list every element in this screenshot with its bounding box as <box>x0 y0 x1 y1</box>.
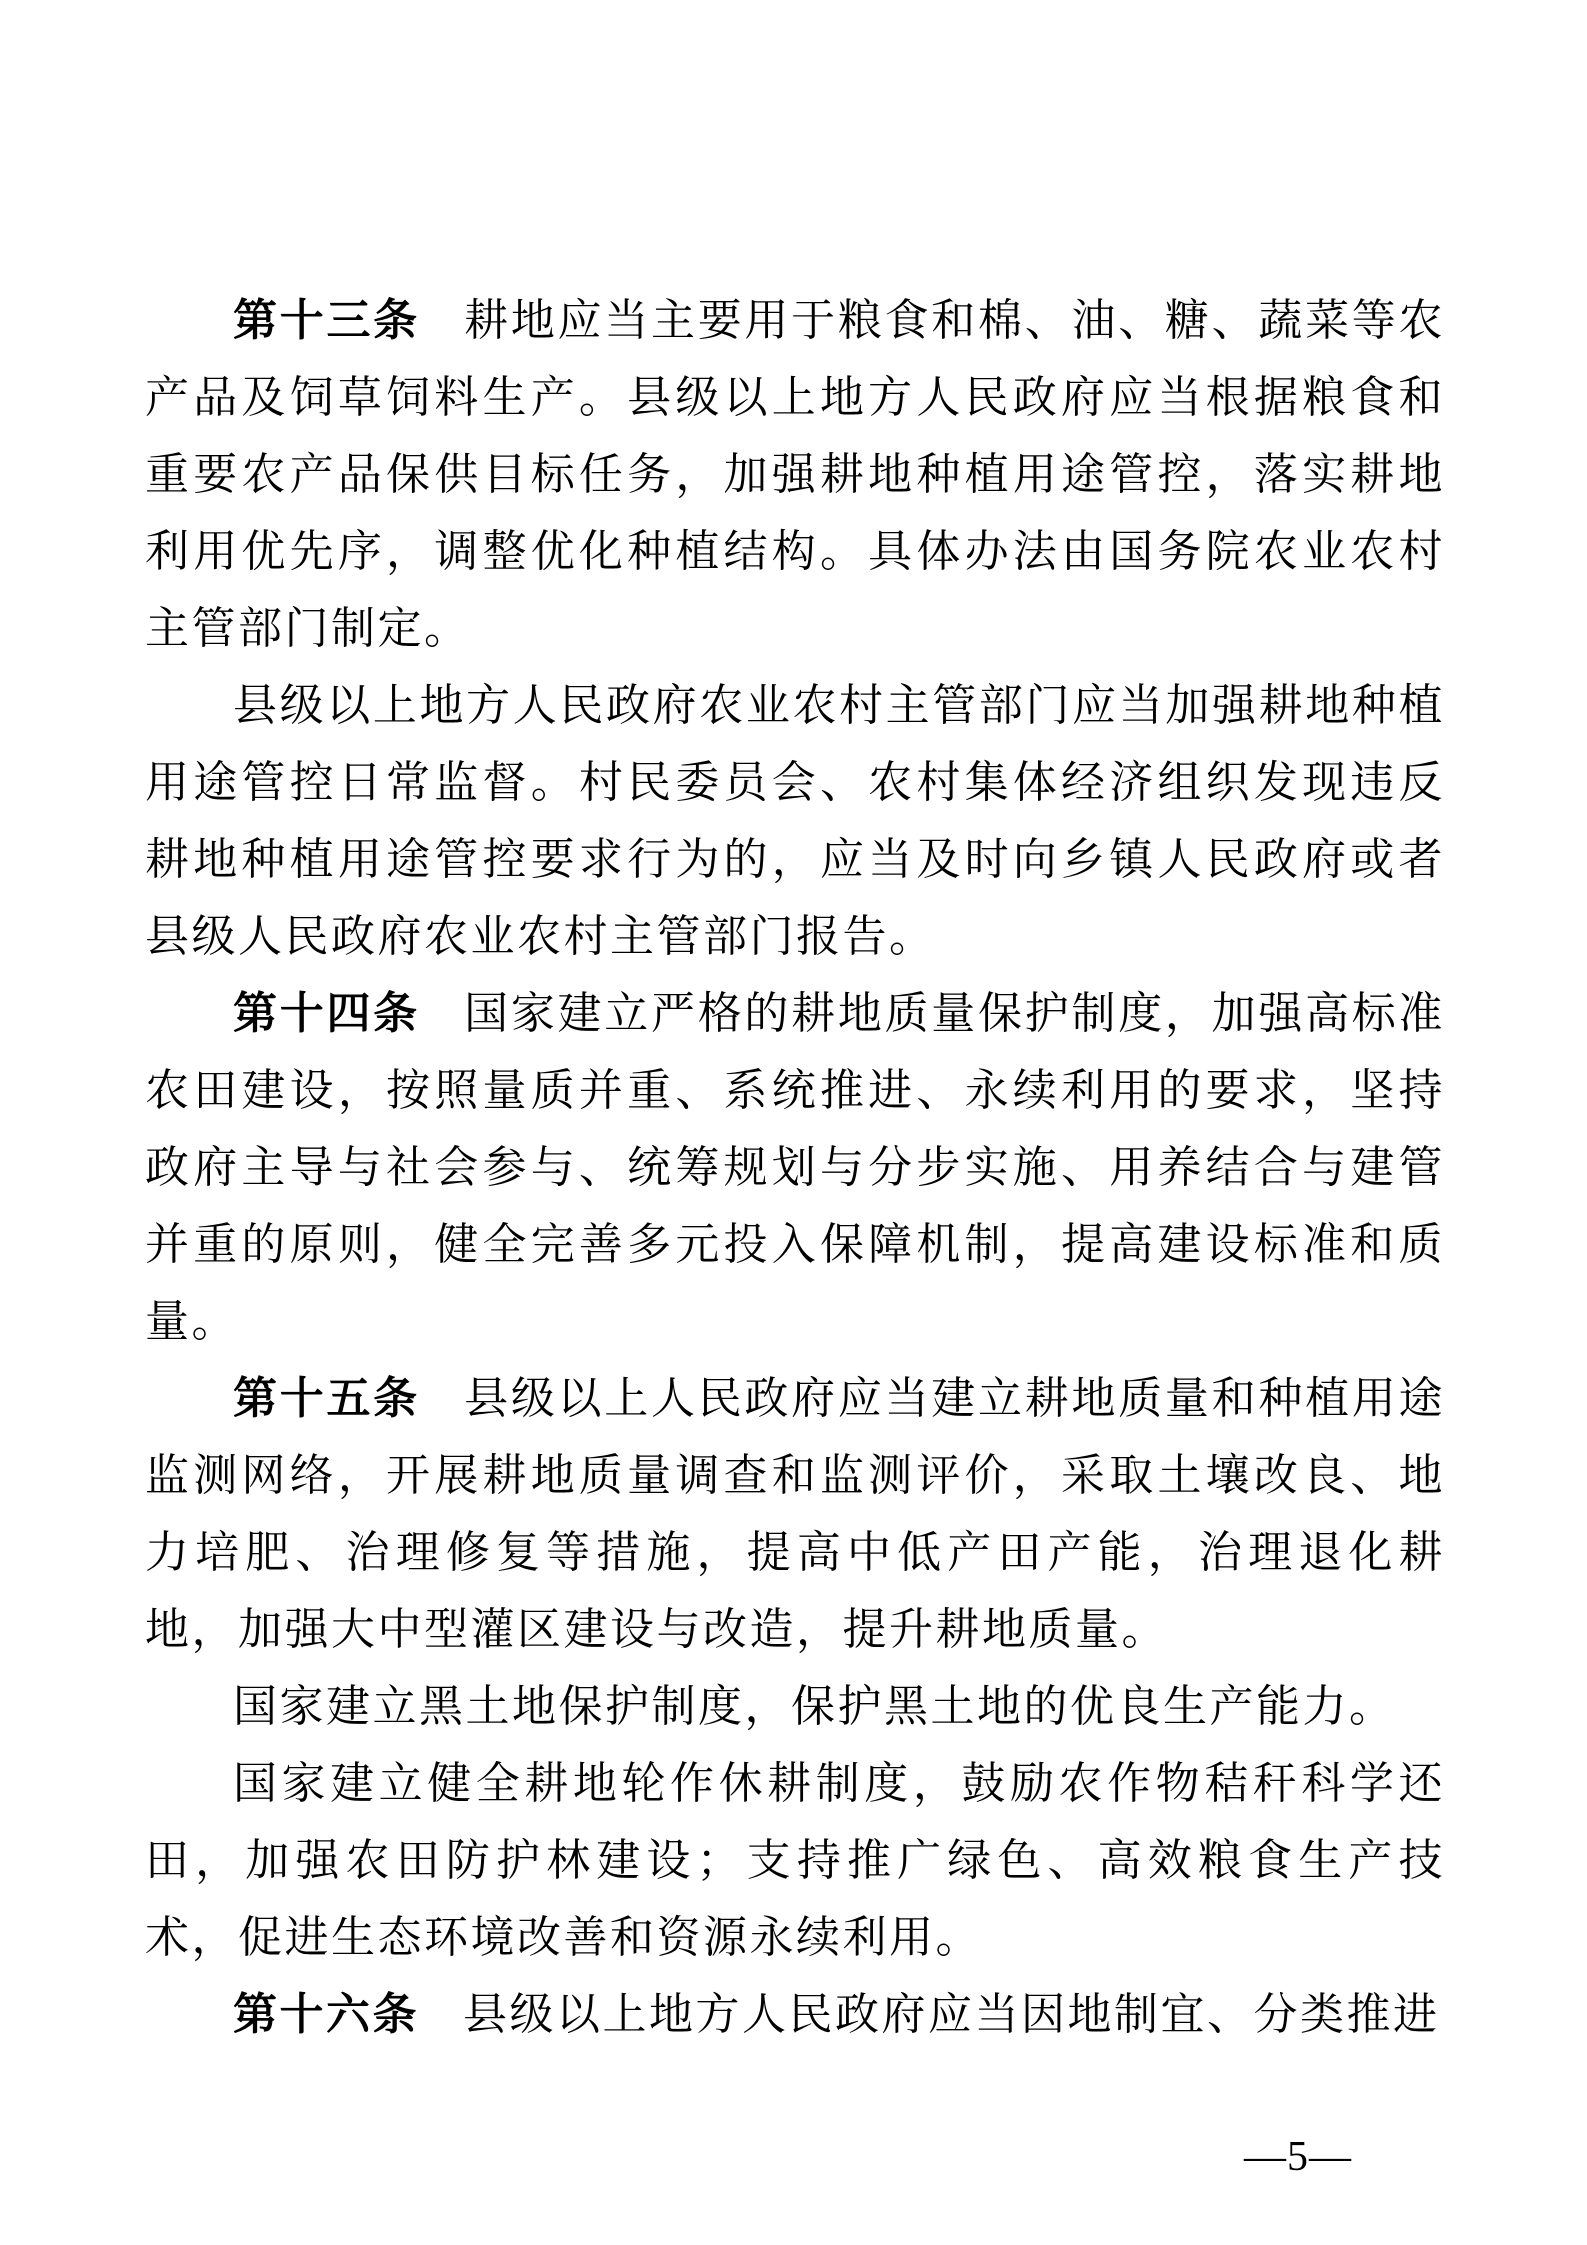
paragraph-text: 县级以上人民政府应当建立耕地质量和种植用途监测网络，开展耕地质量调查和监测评价，采取土壤改良、地力培肥、治理修复等措施，提高中低产田产能，治理退化耕地，加强大中型灌区建设与改造，提升耕地质量。 <box>145 1374 1446 1654</box>
paragraph-article-15-clause-3 <box>145 1745 1445 1976</box>
paragraph-text: 国家建立黑土地保护制度，保护黑土地的优良生产能力。 <box>233 1682 1396 1731</box>
article-16-number: 第十六条 <box>233 1990 419 2039</box>
paragraph-article-15-clause-2 <box>145 1668 1445 1745</box>
page-number: —5— <box>1244 2134 1352 2180</box>
article-14-number: 第十四条 <box>233 989 420 1038</box>
paragraph-article-13-clause-2 <box>145 667 1445 975</box>
paragraph-article-13 <box>145 282 1445 667</box>
article-13-number: 第十三条 <box>233 296 420 345</box>
paragraph-text: 耕地应当主要用于粮食和棉、油、糖、蔬菜等农产品及饲草饲料生产。县级以上地方人民政府应当根据粮食和重要农产品保供目标任务，加强耕地种植用途管控，落实耕地利用优先序，调整优化种植结构。具体办法由国务院农业农村主管部门制定。 <box>145 296 1446 653</box>
paragraph-text: 县级以上地方人民政府农业农村主管部门应当加强耕地种植用途管控日常监督。村民委员会、农村集体经济组织发现违反耕地种植用途管控要求行为的，应当及时向乡镇人民政府或者县级人民政府农业农村主管部门报告。 <box>145 681 1445 961</box>
paragraph-text: 县级以上地方人民政府应当因地制宜、分类推进 <box>463 1990 1440 2039</box>
paragraph-article-16 <box>145 1976 1445 2053</box>
paragraph-text: 国家建立健全耕地轮作休耕制度，鼓励农作物秸秆科学还田，加强农田防护林建设；支持推广绿色、高效粮食生产技术，促进生态环境改善和资源永续利用。 <box>145 1759 1445 1962</box>
paragraph-article-15 <box>145 1360 1445 1668</box>
document-body <box>145 282 1445 2053</box>
article-15-number: 第十五条 <box>233 1374 420 1423</box>
paragraph-text: 国家建立严格的耕地质量保护制度，加强高标准农田建设，按照量质并重、系统推进、永续利用的要求，坚持政府主导与社会参与、统筹规划与分步实施、用养结合与建管并重的原则，健全完善多元投入保障机制，提高建设标准和质量。 <box>145 989 1446 1346</box>
paragraph-article-14 <box>145 975 1445 1360</box>
